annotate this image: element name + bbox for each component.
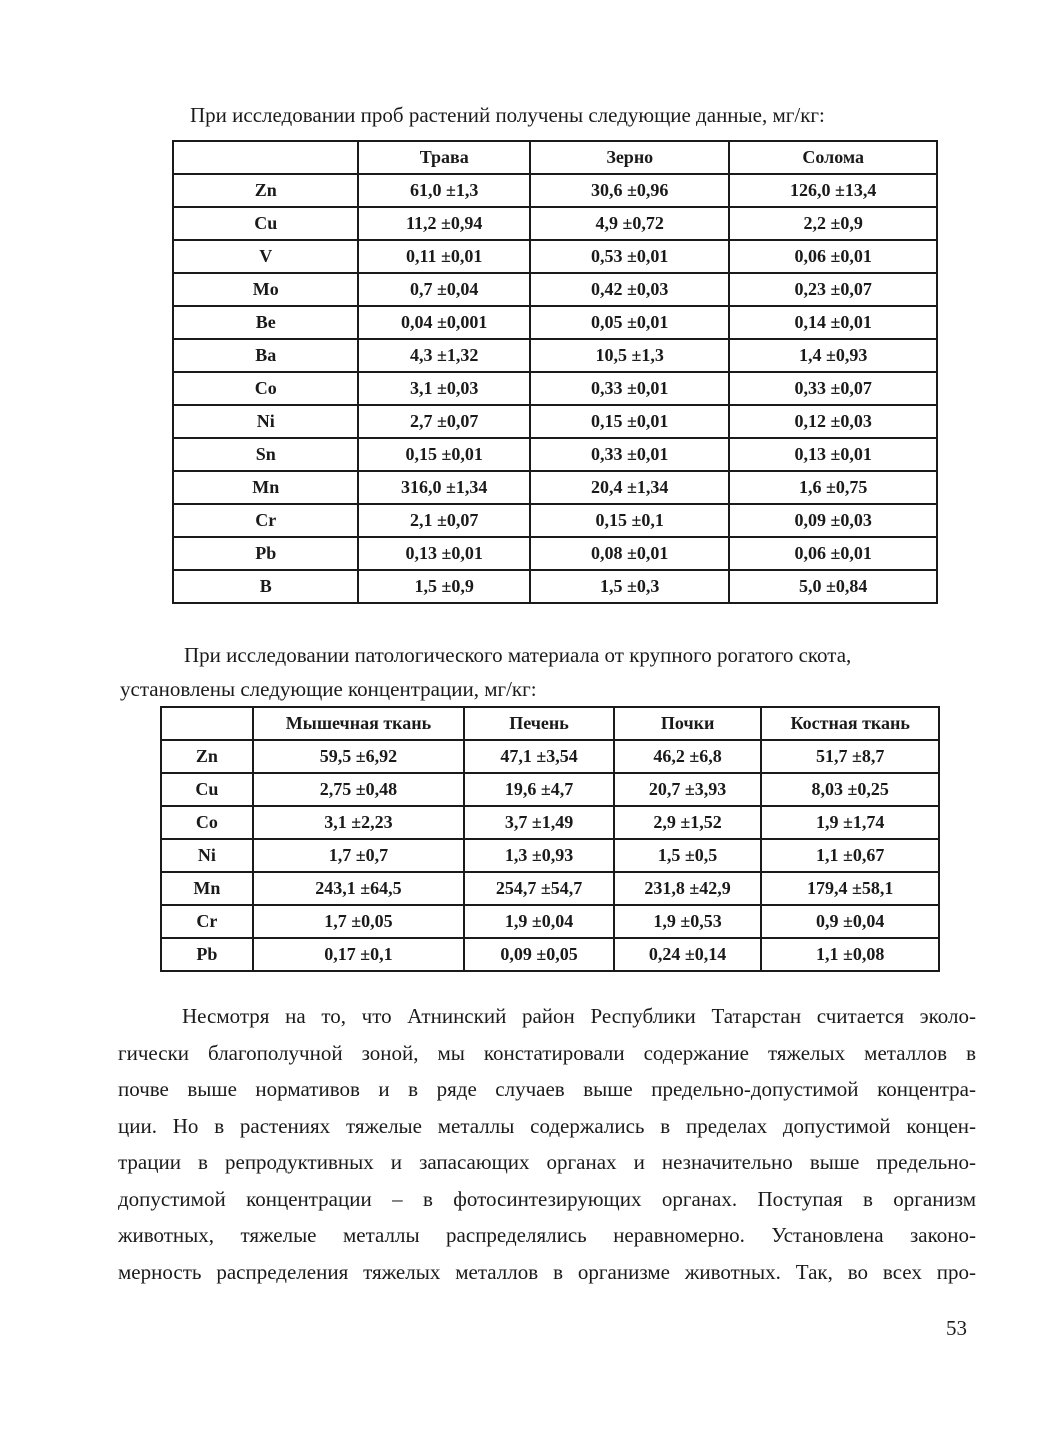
- plants-value-cell: 0,15 ±0,01: [530, 405, 729, 438]
- cattle-table-row: [161, 806, 939, 839]
- plants-value-cell: 0,23 ±0,07: [729, 273, 937, 306]
- cattle-table-caption: [120, 638, 1000, 706]
- plants-value-cell: 0,05 ±0,01: [530, 306, 729, 339]
- cattle-element-cell: Zn: [161, 740, 253, 773]
- cattle-value-cell: 1,5 ±0,5: [614, 839, 762, 872]
- cattle-value-cell: 1,9 ±0,04: [464, 905, 614, 938]
- plants-value-cell: 1,5 ±0,3: [530, 570, 729, 603]
- plants-header-cell: Трава: [358, 141, 530, 174]
- cattle-value-cell: 51,7 ±8,7: [761, 740, 939, 773]
- cattle-value-cell: 231,8 ±42,9: [614, 872, 762, 905]
- cattle-table-row: [161, 872, 939, 905]
- cattle-element-cell: Co: [161, 806, 253, 839]
- plants-element-cell: Pb: [173, 537, 358, 570]
- paragraph-line: гически благополучной зоной, мы констатировали содержание тяжелых металлов в: [118, 1040, 976, 1065]
- plants-value-cell: 0,15 ±0,01: [358, 438, 530, 471]
- page-number: 53: [946, 1316, 967, 1340]
- cattle-table-row: [161, 905, 939, 938]
- paragraph-line: животных, тяжелые металлы распределялись неравномерно. Установлена законо-: [118, 1223, 976, 1247]
- plants-value-cell: 1,4 ±0,93: [729, 339, 937, 372]
- plants-value-cell: 0,42 ±0,03: [530, 273, 729, 306]
- plants-element-cell: Co: [173, 372, 358, 405]
- plants-header-cell: Солома: [729, 141, 937, 174]
- cattle-value-cell: 0,09 ±0,05: [464, 938, 614, 971]
- plants-value-cell: 11,2 ±0,94: [358, 207, 530, 240]
- cattle-value-cell: 3,1 ±2,23: [253, 806, 465, 839]
- cattle-value-cell: 2,75 ±0,48: [253, 773, 465, 806]
- plants-value-cell: 0,33 ±0,01: [530, 438, 729, 471]
- plants-value-cell: 0,53 ±0,01: [530, 240, 729, 273]
- plants-value-cell: 20,4 ±1,34: [530, 471, 729, 504]
- cattle-value-cell: 1,1 ±0,67: [761, 839, 939, 872]
- cattle-value-cell: 59,5 ±6,92: [253, 740, 465, 773]
- plants-value-cell: 10,5 ±1,3: [530, 339, 729, 372]
- cattle-value-cell: 1,1 ±0,08: [761, 938, 939, 971]
- cattle-value-cell: 0,17 ±0,1: [253, 938, 465, 971]
- plants-value-cell: 0,12 ±0,03: [729, 405, 937, 438]
- cattle-element-cell: Ni: [161, 839, 253, 872]
- plants-value-cell: 0,13 ±0,01: [358, 537, 530, 570]
- plants-table-row: [173, 174, 937, 207]
- plants-element-cell: Zn: [173, 174, 358, 207]
- plants-value-cell: 61,0 ±1,3: [358, 174, 530, 207]
- cattle-value-cell: 1,7 ±0,7: [253, 839, 465, 872]
- plants-value-cell: 4,3 ±1,32: [358, 339, 530, 372]
- plants-element-cell: Mo: [173, 273, 358, 306]
- plants-element-cell: Cu: [173, 207, 358, 240]
- cattle-header-cell: Мышечная ткань: [253, 707, 465, 740]
- plants-value-cell: 0,13 ±0,01: [729, 438, 937, 471]
- cattle-table: [160, 706, 940, 972]
- plants-element-cell: Sn: [173, 438, 358, 471]
- plants-value-cell: 0,04 ±0,001: [358, 306, 530, 339]
- plants-table: [172, 140, 938, 604]
- paragraph-line: мерность распределения тяжелых металлов в организме животных. Так, во всех про-: [118, 1259, 976, 1284]
- plants-value-cell: 0,08 ±0,01: [530, 537, 729, 570]
- cattle-value-cell: 1,9 ±1,74: [761, 806, 939, 839]
- cattle-element-cell: Pb: [161, 938, 253, 971]
- plants-value-cell: 0,06 ±0,01: [729, 240, 937, 273]
- plants-value-cell: 3,1 ±0,03: [358, 372, 530, 405]
- plants-table-header-row: [173, 141, 937, 174]
- cattle-value-cell: 0,9 ±0,04: [761, 905, 939, 938]
- plants-value-cell: 0,15 ±0,1: [530, 504, 729, 537]
- cattle-value-cell: 1,3 ±0,93: [464, 839, 614, 872]
- plants-value-cell: 0,33 ±0,07: [729, 372, 937, 405]
- plants-table-row: [173, 438, 937, 471]
- plants-element-cell: V: [173, 240, 358, 273]
- plants-header-cell: [173, 141, 358, 174]
- plants-element-cell: Cr: [173, 504, 358, 537]
- plants-value-cell: 0,11 ±0,01: [358, 240, 530, 273]
- cattle-header-cell: Печень: [464, 707, 614, 740]
- plants-element-cell: Be: [173, 306, 358, 339]
- plants-value-cell: 0,06 ±0,01: [729, 537, 937, 570]
- plants-value-cell: 316,0 ±1,34: [358, 471, 530, 504]
- cattle-element-cell: Cr: [161, 905, 253, 938]
- plants-table-row: [173, 471, 937, 504]
- plants-table-row: [173, 240, 937, 273]
- cattle-value-cell: 47,1 ±3,54: [464, 740, 614, 773]
- cattle-caption-line: При исследовании патологического материала от крупного рогатого скота,: [184, 643, 852, 667]
- plants-value-cell: 30,6 ±0,96: [530, 174, 729, 207]
- plants-table-row: [173, 405, 937, 438]
- plants-element-cell: B: [173, 570, 358, 603]
- plants-table-row: [173, 273, 937, 306]
- plants-value-cell: 0,33 ±0,01: [530, 372, 729, 405]
- plants-value-cell: 0,09 ±0,03: [729, 504, 937, 537]
- cattle-value-cell: 8,03 ±0,25: [761, 773, 939, 806]
- plants-table-row: [173, 504, 937, 537]
- plants-element-cell: Ba: [173, 339, 358, 372]
- cattle-value-cell: 1,7 ±0,05: [253, 905, 465, 938]
- cattle-value-cell: 243,1 ±64,5: [253, 872, 465, 905]
- plants-header-cell: Зерно: [530, 141, 729, 174]
- plants-value-cell: 0,7 ±0,04: [358, 273, 530, 306]
- cattle-value-cell: 254,7 ±54,7: [464, 872, 614, 905]
- plants-table-caption: При исследовании проб растений получены следующие данные, мг/кг:: [190, 103, 825, 127]
- plants-value-cell: 2,2 ±0,9: [729, 207, 937, 240]
- cattle-table-row: [161, 938, 939, 971]
- cattle-value-cell: 0,24 ±0,14: [614, 938, 762, 971]
- plants-value-cell: 1,6 ±0,75: [729, 471, 937, 504]
- plants-table-row: [173, 372, 937, 405]
- paragraph-line: допустимой концентрации – в фотосинтезирующих органах. Поступая в организм: [118, 1186, 976, 1211]
- cattle-table-row: [161, 740, 939, 773]
- cattle-element-cell: Mn: [161, 872, 253, 905]
- plants-value-cell: 4,9 ±0,72: [530, 207, 729, 240]
- plants-value-cell: 5,0 ±0,84: [729, 570, 937, 603]
- cattle-table-row: [161, 839, 939, 872]
- cattle-header-cell: Почки: [614, 707, 762, 740]
- cattle-value-cell: 3,7 ±1,49: [464, 806, 614, 839]
- cattle-value-cell: 20,7 ±3,93: [614, 773, 762, 806]
- plants-element-cell: Mn: [173, 471, 358, 504]
- plants-value-cell: 2,7 ±0,07: [358, 405, 530, 438]
- cattle-table-header-row: [161, 707, 939, 740]
- cattle-value-cell: 46,2 ±6,8: [614, 740, 762, 773]
- cattle-header-cell: [161, 707, 253, 740]
- paragraph-line: ции. Но в растениях тяжелые металлы содержались в пределах допустимой концен-: [118, 1113, 976, 1138]
- body-paragraph: [118, 998, 976, 1290]
- cattle-value-cell: 2,9 ±1,52: [614, 806, 762, 839]
- plants-value-cell: 0,14 ±0,01: [729, 306, 937, 339]
- cattle-table-row: [161, 773, 939, 806]
- plants-value-cell: 126,0 ±13,4: [729, 174, 937, 207]
- paragraph-line: трации в репродуктивных и запасающих органах и незначительно выше предельно-: [118, 1150, 976, 1174]
- plants-table-row: [173, 339, 937, 372]
- plants-table-row: [173, 570, 937, 603]
- cattle-value-cell: 179,4 ±58,1: [761, 872, 939, 905]
- plants-value-cell: 2,1 ±0,07: [358, 504, 530, 537]
- plants-table-row: [173, 306, 937, 339]
- cattle-value-cell: 1,9 ±0,53: [614, 905, 762, 938]
- cattle-value-cell: 19,6 ±4,7: [464, 773, 614, 806]
- cattle-caption-line: установлены следующие концентрации, мг/кг:: [120, 677, 537, 701]
- cattle-element-cell: Cu: [161, 773, 253, 806]
- plants-table-row: [173, 537, 937, 570]
- plants-value-cell: 1,5 ±0,9: [358, 570, 530, 603]
- paragraph-line: Несмотря на то, что Атнинский район Республики Татарстан считается эколо-: [182, 1004, 976, 1028]
- plants-table-row: [173, 207, 937, 240]
- cattle-header-cell: Костная ткань: [761, 707, 939, 740]
- paragraph-line: почве выше нормативов и в ряде случаев выше предельно-допустимой концентра-: [118, 1077, 976, 1101]
- plants-element-cell: Ni: [173, 405, 358, 438]
